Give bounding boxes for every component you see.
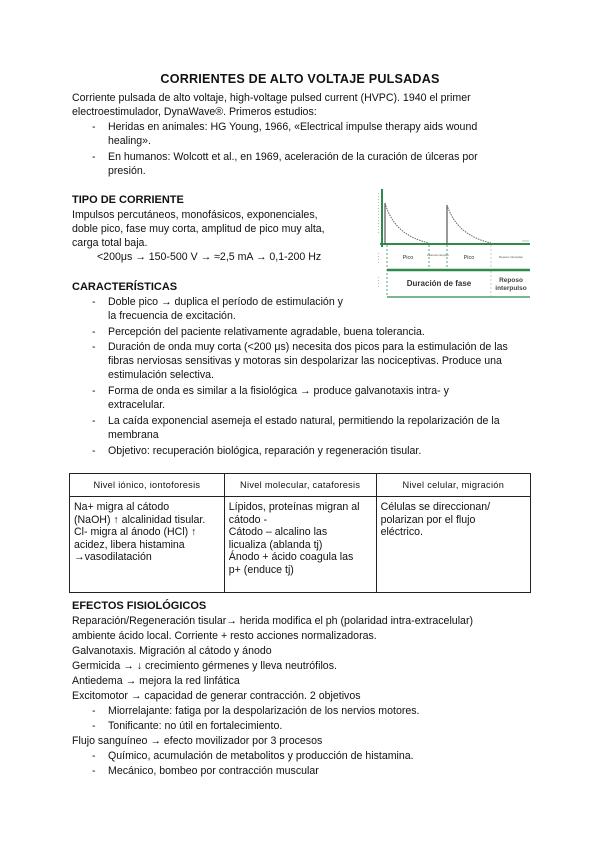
tipo-line: doble pico, fase muy corta, amplitud de pico muy alta, [72, 223, 325, 235]
bullet-dash: - [92, 750, 96, 762]
bullet-line: Percepción del paciente relativamente agradable, buena tolerancia. [108, 326, 425, 338]
efectos-line: Antiedema → mejora la red linfática [72, 675, 240, 687]
bullet-line: extracelular. [108, 399, 166, 411]
table-cell-ionico [70, 497, 225, 593]
caracteristica-item [108, 384, 449, 412]
bullet-line: En humanos: Wolcott et al., en 1969, aceleración de la curación de úlceras por [108, 151, 478, 163]
label-latencia: Latencia interpico [427, 253, 449, 257]
bullet-dash: - [92, 385, 96, 397]
excito-bullet: Tonificante: no útil en fortalecimiento. [108, 720, 283, 732]
bullet-dash: - [92, 720, 96, 732]
tipo-line: carga total baja. [72, 237, 148, 249]
excito-bullet: Miorrelajante: fatiga por la despolarización de los nervios motores. [108, 705, 420, 717]
cell-line: licualiza (ablanda tj) [228, 538, 323, 551]
efectos-line: Excitomotor → capacidad de generar contracción. 2 objetivos [72, 690, 361, 702]
cell-line: cátodo - [228, 513, 268, 526]
caracteristica-item [108, 295, 343, 323]
cell-line: Células se direccionan/ [380, 501, 491, 513]
label-pico-1: Pico [402, 255, 414, 261]
cell-line: acidez, libera histamina [74, 538, 185, 551]
table-header: Nivel molecular, cataforesis [224, 474, 376, 497]
intro-bullet [108, 150, 478, 178]
efectos-line: Reparación/Regeneración tisular→ herida modifica el ph (polaridad intra-extracelular) [72, 615, 474, 627]
bullet-dash: - [92, 445, 96, 457]
cell-line: Na+ migra al cátodo [74, 501, 170, 513]
bullet-line: membrana [108, 429, 159, 441]
levels-table [69, 473, 531, 593]
bullet-line: Objetivo: recuperación biológica, reparación y regeneración tisular. [108, 445, 422, 457]
intro-line: electroestimulador, DynaWave®. Primeros estudios: [72, 106, 317, 118]
cell-line: eléctrico. [380, 526, 423, 538]
flujo-line: Flujo sanguíneo → efecto movilizador por 3 procesos [72, 735, 323, 747]
bullet-line: Duración de onda muy corta (<200 μs) necesita dos picos para la estimulación de las [108, 341, 508, 353]
label-pico-2: Pico [463, 255, 475, 261]
bullet-line: Doble pico → duplica el período de estimulación y [108, 296, 343, 308]
bullet-dash: - [92, 341, 96, 353]
bullet-line: Forma de onda es similar a la fisiológica → produce galvanotaxis intra- y [108, 385, 449, 397]
peak-2-decay [447, 205, 491, 243]
bullet-line: la frecuencia de excitación. [108, 310, 236, 322]
intro-line: Corriente pulsada de alto voltaje, high-voltage pulsed current (HVPC). 1940 el primer [72, 92, 471, 104]
section-heading-efectos: EFECTOS FISIOLÓGICOS [72, 600, 207, 612]
bullet-line: La caída exponencial asemeja el estado natural, permitiendo la repolarización de la [108, 415, 500, 427]
efectos-line: Germicida → ↓ crecimiento gérmenes y lleva neutrófilos. [72, 660, 337, 672]
efectos-line: ambiente ácido local. Corriente + resto acciones normalizadoras. [72, 630, 377, 642]
cell-line: →vasodilatación [74, 551, 152, 563]
table-cell-celular [376, 497, 530, 593]
bullet-line: presión. [108, 165, 146, 177]
label-reposo: Reposo [499, 277, 523, 284]
table-row [70, 497, 531, 593]
bullet-dash: - [92, 765, 96, 777]
bullet-line: healing». [108, 135, 152, 147]
table-header: Nivel iónico, iontoforesis [70, 474, 225, 497]
bullet-line: Heridas en animales: HG Young, 1966, «Electrical impulse therapy aids wound [108, 121, 478, 133]
intro-bullet [108, 120, 477, 148]
table-cell-molecular [224, 497, 376, 593]
cell-line: (NaOH) ↑ alcalinidad tisular. [74, 513, 206, 526]
tipo-line: Impulsos percutáneos, monofásicos, exponenciales, [72, 209, 318, 221]
cell-line: Cátodo – alcalino las [228, 526, 328, 538]
cell-line: p+ (enduce tj) [228, 563, 294, 576]
bullet-line: fibras nerviosas sensitivas y motoras sin despolarizar las nociceptivas. Produce una [108, 355, 502, 367]
bullet-line: estimulación selectiva. [108, 369, 214, 381]
efectos-line: Galvanotaxis. Migración al cátodo y ánodo [72, 645, 272, 657]
caracteristica-item [108, 414, 500, 442]
cell-line: Lípidos, proteínas migran al [228, 501, 360, 513]
caracteristica-item [108, 340, 508, 382]
page-title: CORRIENTES DE ALTO VOLTAJE PULSADAS [160, 72, 440, 86]
section-heading-caracteristicas: CARACTERÍSTICAS [72, 281, 178, 293]
table-header-row [70, 474, 531, 497]
bullet-dash: - [92, 326, 96, 338]
bullet-dash: - [92, 705, 96, 717]
table-header: Nivel celular, migración [376, 474, 530, 497]
section-heading-tipo: TIPO DE CORRIENTE [72, 194, 184, 206]
bullet-dash: - [92, 415, 96, 427]
label-interpulso: interpulso [495, 285, 527, 292]
label-duracion-fase: Duración de fase [406, 279, 472, 288]
flujo-bullet: Mecánico, bombeo por contracción muscular [108, 765, 319, 777]
flujo-bullet: Químico, acumulación de metabolitos y producción de histamina. [108, 750, 414, 762]
caracteristica-item [108, 444, 421, 458]
bullet-dash: - [92, 151, 96, 163]
waveform-figure [377, 185, 532, 300]
peak-1-decay [385, 203, 429, 243]
caracteristica-item [108, 325, 425, 339]
cell-line: Ánodo + ácido coagula las [228, 551, 354, 563]
bullet-dash: - [92, 296, 96, 308]
bullet-dash: - [92, 121, 96, 133]
cell-line: polarizan por el flujo [380, 513, 476, 526]
cell-line: Cl- migra al ánodo (HCl) ↑ [74, 526, 197, 538]
label-reposo-small: Reposo interpulso [498, 255, 524, 259]
tipo-params: <200μs → 150-500 V → ≈2,5 mA → 0,1-200 Hz [97, 251, 322, 263]
waveform-diagram [377, 185, 532, 300]
